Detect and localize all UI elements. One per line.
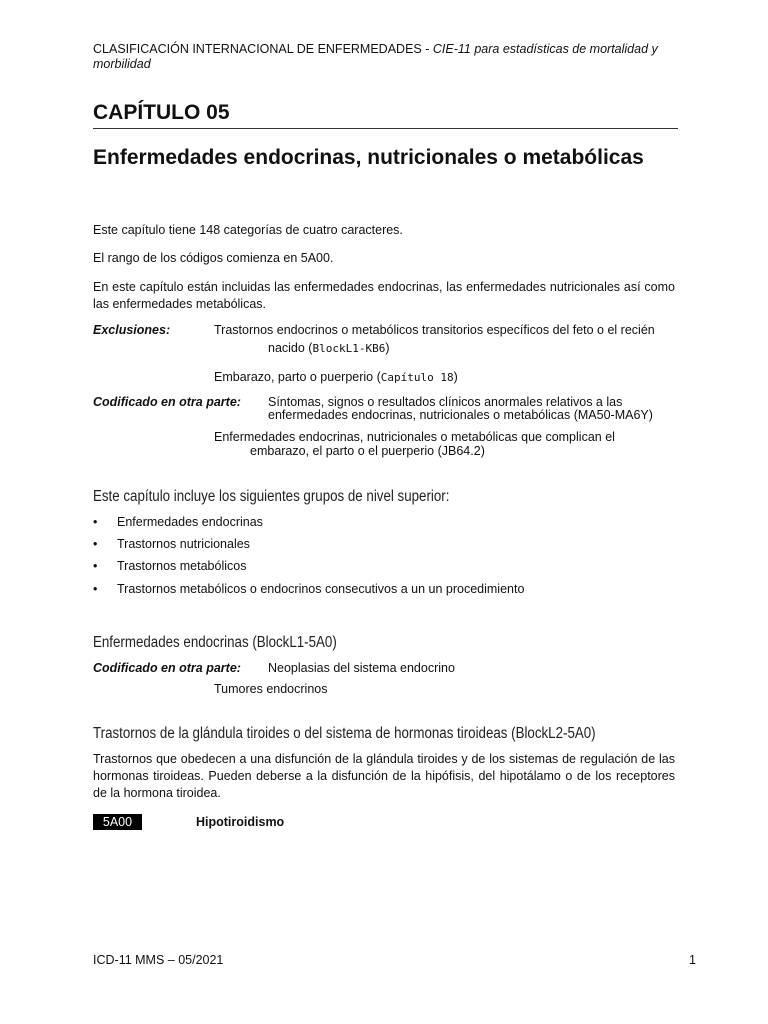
section-thyroid-heading: Trastornos de la glándula tiroides o del sistema de hormonas tiroideas (BlockL2-5A0): [93, 725, 596, 742]
coded-elsewhere-item-2-line-1: Enfermedades endocrinas, nutricionales o metabólicas que complican el: [214, 430, 615, 444]
section-endocrine-coded-label: Codificado en otra parte:: [93, 661, 241, 675]
coded-elsewhere-item-2-line-2: embarazo, el parto o el puerperio (JB64.2): [250, 444, 485, 458]
bullet-icon: •: [93, 559, 98, 573]
coded-elsewhere-item-1-line-2: enfermedades endocrinas, nutricionales o metabólicas (MA50-MA6Y): [268, 408, 653, 422]
section-endocrine-heading: Enfermedades endocrinas (BlockL1-5A0): [93, 634, 337, 651]
intro-paragraph-3: En este capítulo están incluidas las enfermedades endocrinas, las enfermedades nutricionales así como las enfermedades metabólicas.: [93, 280, 675, 311]
header-italic: CIE-11 para estadísticas de mortalidad y morbilidad: [93, 42, 658, 71]
footer-version: ICD-11 MMS – 05/2021: [93, 953, 224, 967]
exclusion-code-link[interactable]: BlockL1-KB6: [312, 342, 386, 355]
code-title: Hipotiroidismo: [196, 815, 285, 829]
chapter-heading: CAPÍTULO 05: [93, 101, 230, 124]
groups-heading: Este capítulo incluye los siguientes grupos de nivel superior:: [93, 488, 450, 505]
exclusion-item-2: Embarazo, parto o puerperio (Capítulo 18): [214, 370, 458, 384]
section-endocrine-item-1: Neoplasias del sistema endocrino: [268, 661, 455, 675]
exclusions-label: Exclusiones:: [93, 323, 171, 337]
section-endocrine-item-2: Tumores endocrinos: [214, 682, 328, 696]
chapter-title: Enfermedades endocrinas, nutricionales o metabólicas: [93, 146, 644, 169]
bullet-icon: •: [93, 537, 98, 551]
section-thyroid-description: Trastornos que obedecen a una disfunción de la glándula tiroides y de los sistemas de regulación de las hormonas tiroideas. Pueden deberse a la disfunción de la hipófisis, del hipotálamo o de los receptores de la hormona tiroidea.: [93, 752, 675, 800]
page-number: 1: [689, 953, 696, 967]
coded-elsewhere-label: Codificado en otra parte:: [93, 395, 241, 409]
exclusion-item-1-line-1: Trastornos endocrinos o metabólicos transitorios específicos del feto o el recién: [214, 323, 655, 337]
chapter-18-link[interactable]: Capítulo 18: [380, 371, 454, 384]
bullet-icon: •: [93, 515, 98, 529]
code-badge[interactable]: 5A00: [93, 814, 142, 830]
coded-elsewhere-item-1-line-1: Síntomas, signos o resultados clínicos anormales relativos a las: [268, 395, 623, 409]
running-header: [93, 42, 683, 72]
bullet-icon: •: [93, 582, 98, 596]
intro-paragraph-1: Este capítulo tiene 148 categorías de cuatro caracteres.: [93, 223, 403, 237]
chapter-rule: [93, 128, 678, 129]
exclusion-item-1-line-2: nacido (BlockL1-KB6): [268, 341, 390, 355]
header-prefix: CLASIFICACIÓN INTERNACIONAL DE ENFERMEDADES -: [93, 42, 433, 56]
intro-paragraph-2: El rango de los códigos comienza en 5A00.: [93, 251, 334, 265]
